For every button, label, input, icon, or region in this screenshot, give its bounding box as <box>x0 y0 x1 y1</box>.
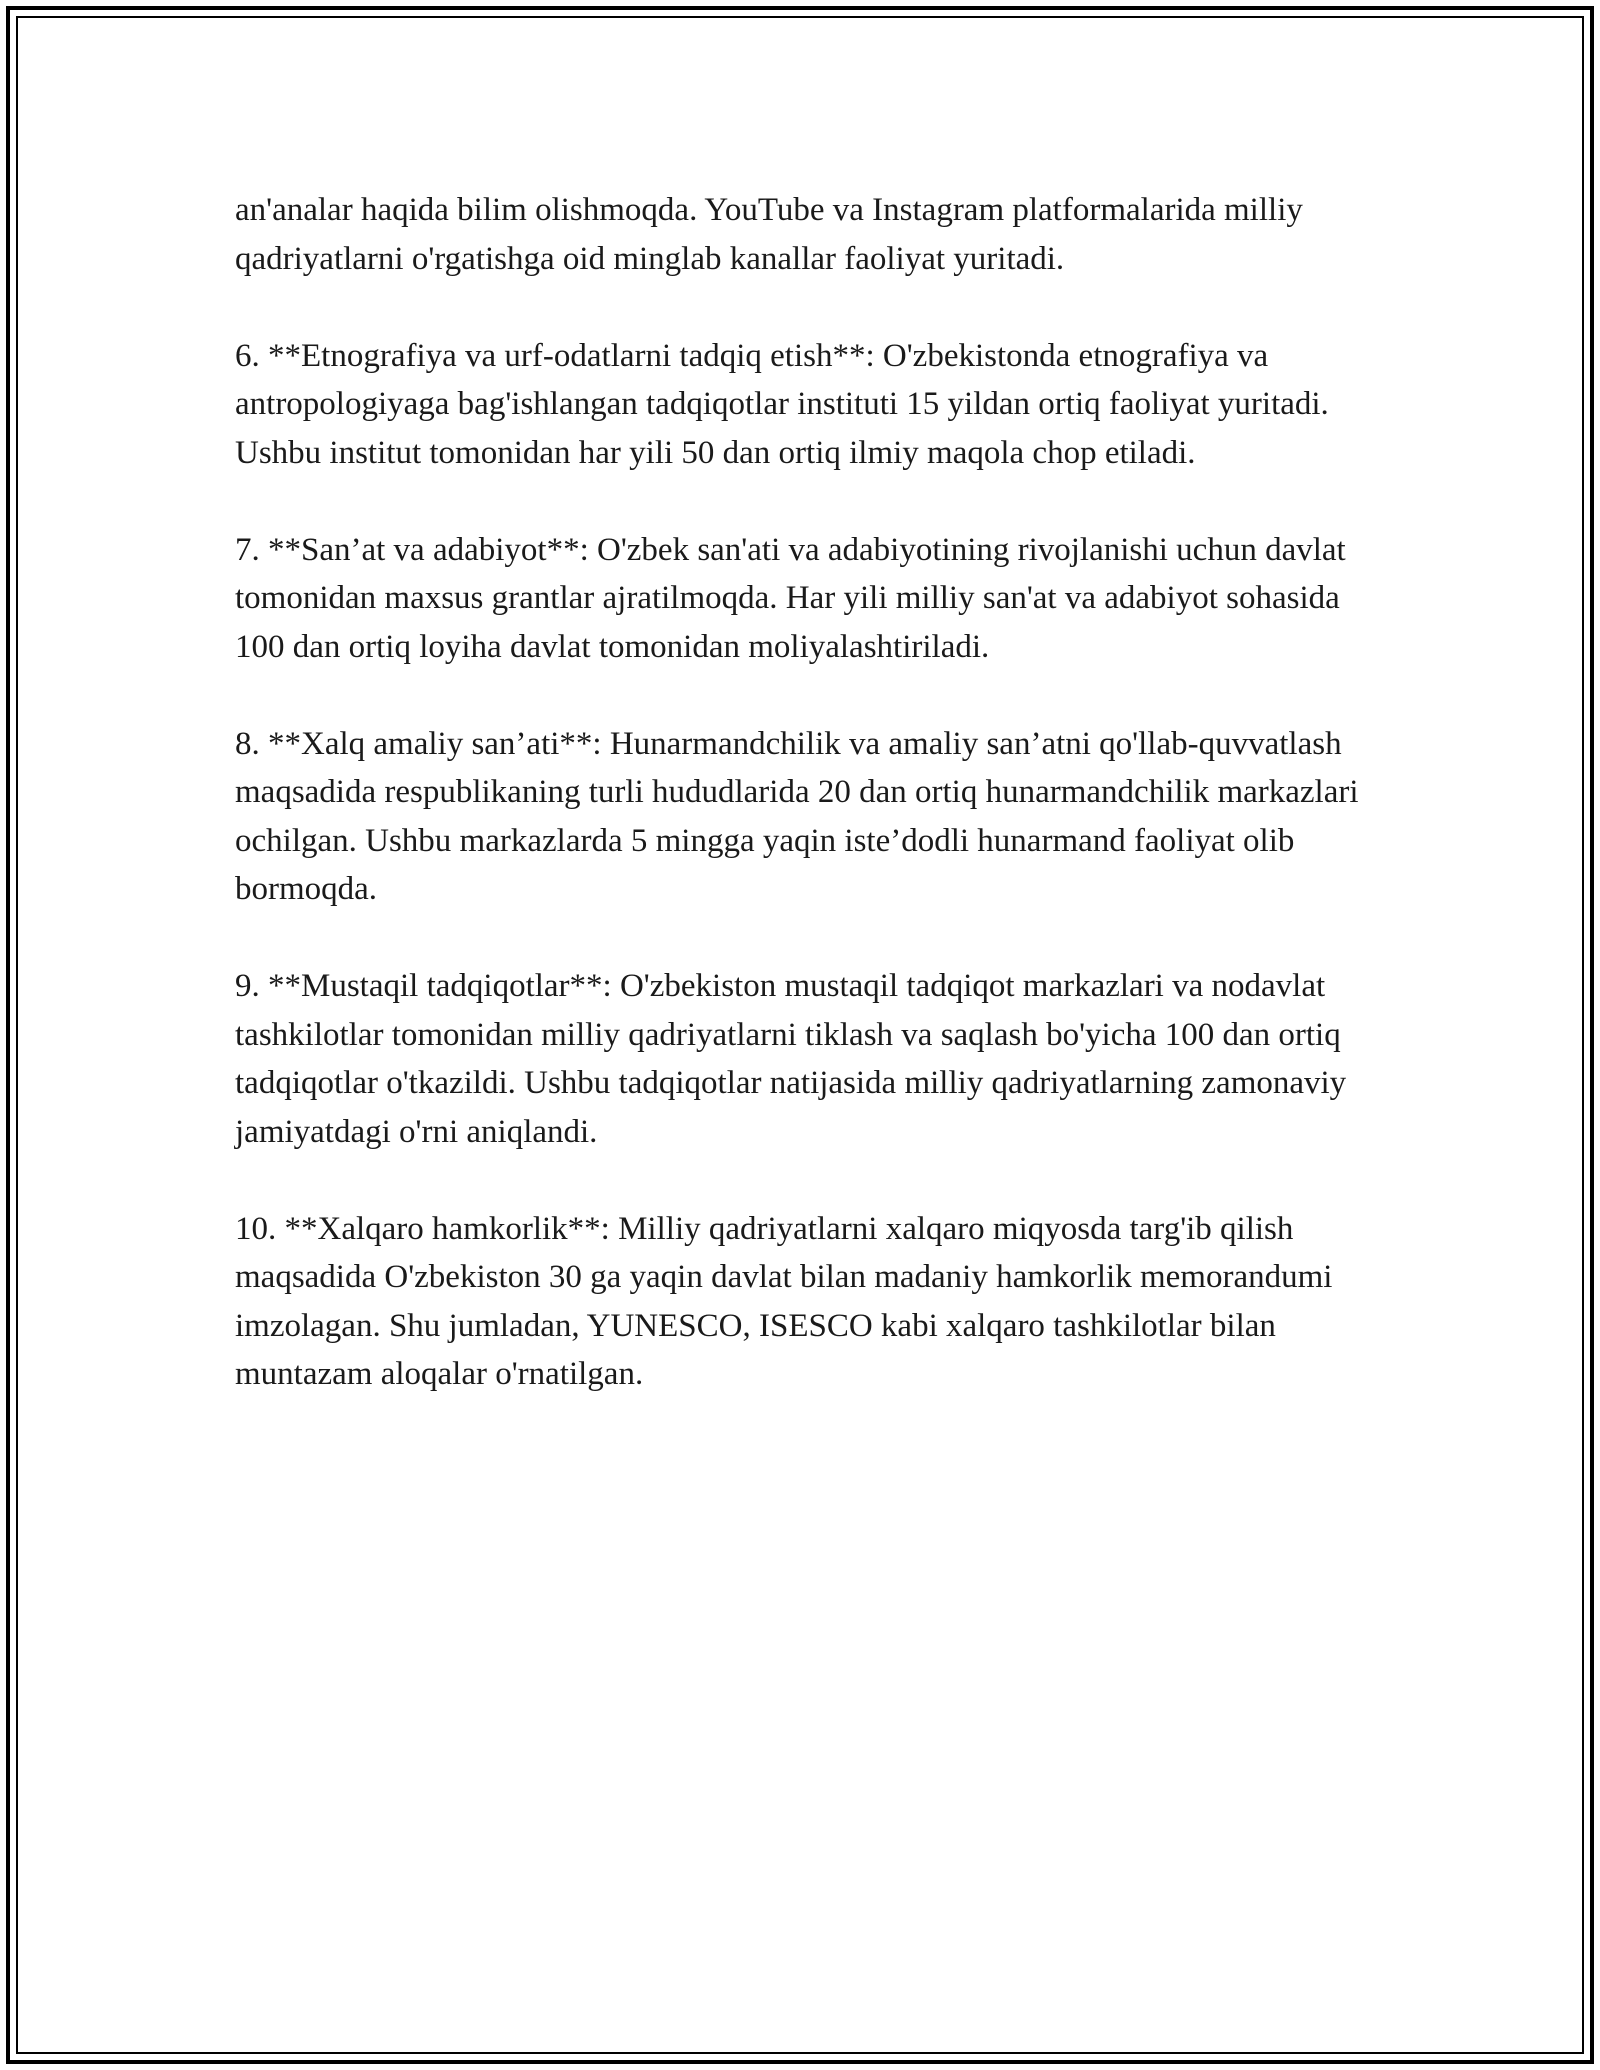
paragraph-item-10: 10. **Xalqaro hamkorlik**: Milliy qadriyatlarni xalqaro miqyosda targ'ib qilish maqsadida O'zbekiston 30 ga yaqin davlat bilan madaniy hamkorlik memorandumi imzolagan. Shu jumladan, YUNESCO, ISESCO kabi xalqaro tashkilotlar bilan muntazam aloqalar o'rnatilgan. <box>235 1210 1333 1392</box>
paragraph-continuation: an'analar haqida bilim olishmoqda. YouTube va Instagram platformalarida milliy qadriyatlarni o'rgatishga oid minglab kanallar faoliyat yuritadi. <box>235 192 1303 277</box>
paragraph-item-6: 6. **Etnografiya va urf-odatlarni tadqiq etish**: O'zbekistonda etnografiya va antropologiyaga bag'ishlangan tadqiqotlar instituti 15 yildan ortiq faoliyat yuritadi. Ushbu institut tomonidan har yili 50 dan ortiq ilmiy maqola chop etiladi. <box>235 337 1329 471</box>
paragraph-item-8: 8. **Xalq amaliy san’ati**: Hunarmandchilik va amaliy san’atni qo'llab-quvvatlash maqsadida respublikaning turli hududlarida 20 dan ortiq hunarmandchilik markazlari ochilgan. Ushbu markazlarda 5 mingga yaqin iste’dodli hunarmand faoliyat olib bormoqda. <box>235 725 1359 907</box>
paragraph-item-7: 7. **San’at va adabiyot**: O'zbek san'ati va adabiyotining rivojlanishi uchun davlat tomonidan maxsus grantlar ajratilmoqda. Har yili milliy san'at va adabiyot sohasida 100 dan ortiq loyiha davlat tomonidan moliyalashtiriladi. <box>235 531 1346 665</box>
document-body <box>235 186 1385 1447</box>
paragraph-item-9: 9. **Mustaqil tadqiqotlar**: O'zbekiston mustaqil tadqiqot markazlari va nodavlat tashkilotlar tomonidan milliy qadriyatlarni tiklash va saqlash bo'yicha 100 dan ortiq tadqiqotlar o'tkazildi. Ushbu tadqiqotlar natijasida milliy qadriyatlarning zamonaviy jamiyatdagi o'rni aniqlandi. <box>235 968 1347 1150</box>
